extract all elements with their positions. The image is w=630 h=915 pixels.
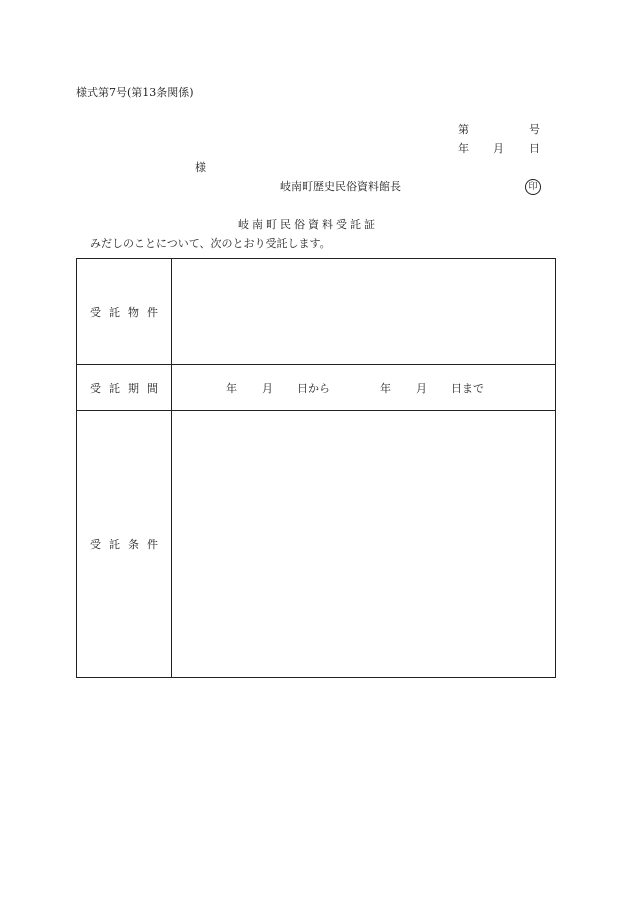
row-label: 受託物件: [77, 259, 172, 364]
intro-text: みだしのことについて、次のとおり受託します。: [90, 237, 331, 250]
date-month-label: 月: [493, 142, 504, 155]
number-prefix: 第: [458, 123, 469, 136]
from-day: 日から: [297, 381, 330, 395]
row-label: 受託条件: [77, 411, 172, 677]
items-value-cell: [172, 259, 555, 364]
to-year: 年: [380, 381, 391, 395]
period-value-cell: [172, 365, 555, 410]
form-number: 様式第7号(第13条関係): [76, 86, 194, 99]
form-table: [76, 258, 556, 678]
date-year-label: 年: [458, 142, 469, 155]
from-year: 年: [226, 381, 237, 395]
document-title: 岐南町民俗資料受託証: [238, 218, 378, 231]
conditions-value-cell: [172, 411, 555, 677]
to-day: 日まで: [451, 381, 484, 395]
row-label: 受託期間: [77, 365, 172, 410]
seal-icon: 印: [525, 179, 541, 195]
from-month: 月: [262, 381, 273, 395]
row-conditions: [77, 410, 555, 677]
issuer-name: 岐南町歴史民俗資料館長: [280, 180, 401, 193]
addressee-suffix: 様: [195, 161, 206, 174]
row-items: [77, 259, 555, 364]
number-suffix: 号: [529, 123, 540, 136]
to-month: 月: [416, 381, 427, 395]
date-day-label: 日: [529, 142, 540, 155]
row-period: [77, 364, 555, 410]
